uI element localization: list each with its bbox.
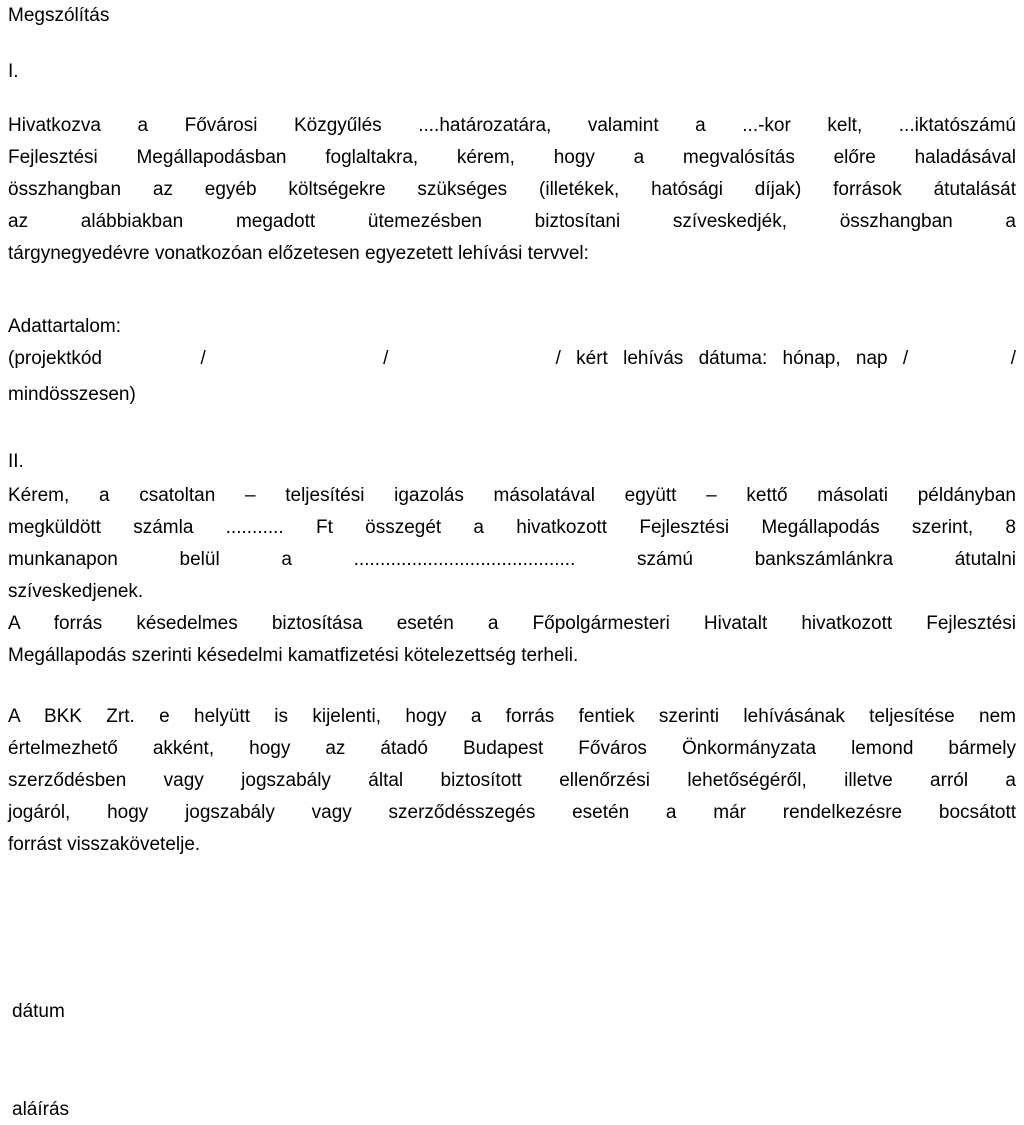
paragraph-line: A BKK Zrt. e helyütt is kijelenti, hogy a forrás fentiek szerinti lehívásának teljesítése nem [8,706,1016,727]
section-1-number: I. [8,61,19,82]
paragraph-line: értelmezhető akként, hogy az átadó Budapest Főváros Önkormányzata lemond bármely [8,738,1016,759]
paragraph-line: A forrás késedelmes biztosítása esetén a Főpolgármesteri Hivatalt hivatkozott Fejlesztési [8,613,1016,634]
adattartalom-row: (projektkód / / / kért lehívás dátuma: hónap, nap / / [8,348,1016,369]
paragraph-line: forrást visszakövetelje. [8,834,201,855]
paragraph-line: az alábbiakban megadott ütemezésben biztosítani szíveskedjék, összhangban a [8,211,1016,232]
salutation: Megszólítás [8,5,110,26]
adattartalom-last: mindösszesen) [8,384,136,405]
section-3-paragraph [8,701,1016,861]
adattartalom-item: / [200,348,206,369]
paragraph-line: Hivatkozva a Fővárosi Közgyűlés ....határozatára, valamint a ...-kor kelt, ...iktatószámú [8,115,1016,136]
adattartalom-label: Adattartalom: [8,316,121,337]
date-label: dátum [12,1001,65,1022]
adattartalom-item: / [1010,348,1016,369]
paragraph-line: Fejlesztési Megállapodásban foglaltakra, kérem, hogy a megvalósítás előre haladásával [8,147,1016,168]
paragraph-line: összhangban az egyéb költségekre szükséges (illetékek, hatósági díjak) források átutalását [8,179,1016,200]
paragraph-line: munkanapon belül a .......................................... számú bankszámlánkra átutalni [8,549,1016,570]
paragraph-line: Kérem, a csatoltan – teljesítési igazolás másolatával együtt – kettő másolati példányban [8,485,1016,506]
section-2-paragraph [8,480,1016,672]
paragraph-line: szerződésben vagy jogszabály által biztosított ellenőrzési lehetőségéről, illetve arról a [8,770,1016,791]
adattartalom-item: / kért lehívás dátuma: hónap, nap / [555,348,909,369]
section-2-number: II. [8,451,24,472]
adattartalom-item: (projektkód [8,348,102,369]
paragraph-line: jogáról, hogy jogszabály vagy szerződésszegés esetén a már rendelkezésre bocsátott [8,802,1016,823]
signature-label: aláírás [12,1099,70,1120]
paragraph-line: szíveskedjenek. [8,581,144,602]
paragraph-line: Megállapodás szerinti késedelmi kamatfizetési kötelezettség terheli. [8,645,579,666]
paragraph-line: megküldött számla ........... Ft összegét a hivatkozott Fejlesztési Megállapodás szerint, 8 [8,517,1016,538]
paragraph-line: tárgynegyedévre vonatkozóan előzetesen egyezetett lehívási tervvel: [8,243,589,264]
section-1-paragraph [8,110,1016,270]
